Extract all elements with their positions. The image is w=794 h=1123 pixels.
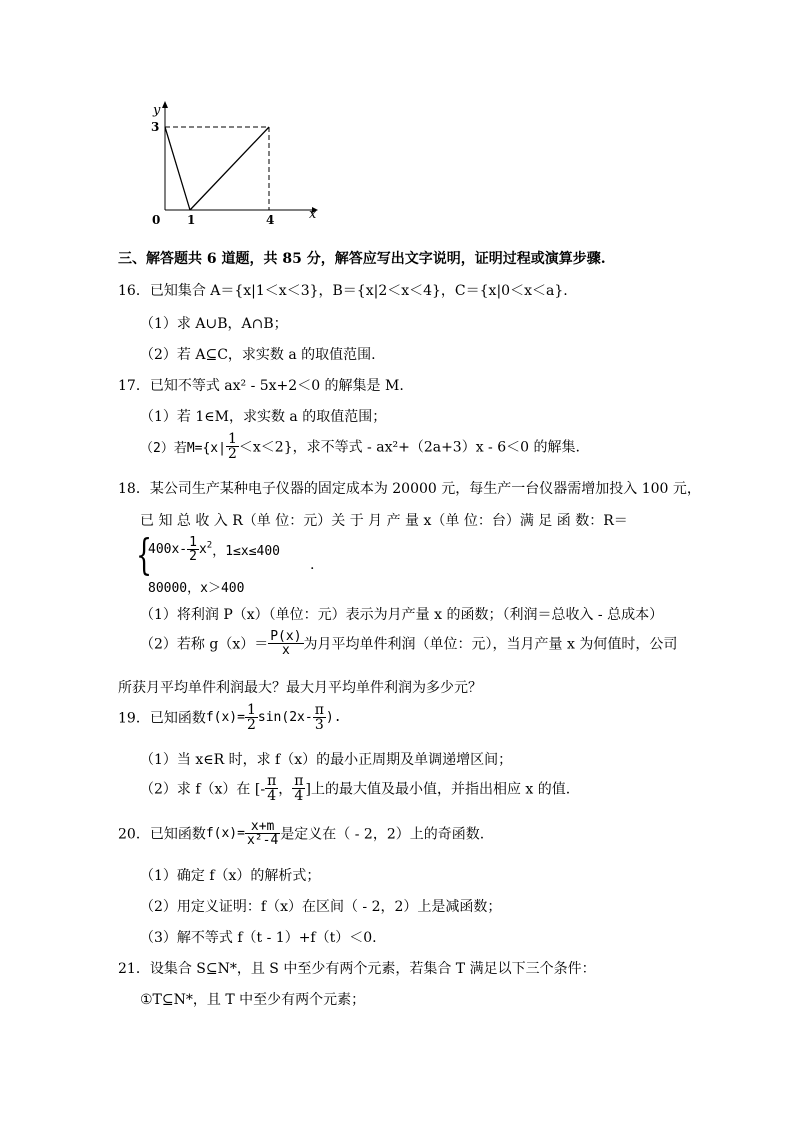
q19-stem: 19．已知函数f(x)= $\frac{1}{2}$ sin(2x- $\frac{\pi}{3}$ ). bbox=[118, 702, 342, 733]
fraction-pi-over-3: $\frac{\pi}{3}$ bbox=[314, 702, 324, 733]
fraction-half: $\frac{1}{2}$ bbox=[189, 535, 197, 564]
q20-part3: （3）解不等式 f（t - 1）+f（t）＜0. bbox=[140, 930, 377, 946]
tick-y-3: 3 bbox=[151, 120, 160, 134]
fraction-pi-over-4: $\frac{\pi}{4}$ bbox=[294, 773, 304, 804]
q17-part2-b: ＜x＜2}，求不等式 - ax²+（2a+3）x - 6＜0 的解集. bbox=[238, 439, 580, 456]
q16-part1: （1）求 A∪B，A∩B； bbox=[140, 316, 288, 332]
q18-part2: （2）若称 g（x）＝ $\frac{P(x)}{x}$ 为月平均单件利润（单位：元），当月产量 x 为何值时，公司 bbox=[140, 629, 678, 658]
q20-stem: 20．已知函数f(x)= $\frac{x+m}{\text{x²-4}}$ 是定义在（ - 2，2）上的奇函数. bbox=[118, 819, 485, 848]
q17-part2 bbox=[140, 432, 580, 461]
section-heading: 三、解答题共 6 道题，共 85 分，解答应写出文字说明，证明过程或演算步骤. bbox=[118, 251, 606, 267]
q21-stem: 21．设集合 S⊆N*，且 S 中至少有两个元素，若集合 T 满足以下三个条件： bbox=[118, 961, 596, 977]
q20-part1: （1）确定 f（x）的解析式； bbox=[140, 868, 321, 884]
q20-part2: （2）用定义证明：f（x）在区间（ - 2，2）上是减函数； bbox=[140, 899, 502, 915]
y-axis-arrow bbox=[162, 101, 168, 108]
fraction-half: $\frac{1}{2}$ bbox=[246, 702, 256, 733]
origin-label: 0 bbox=[152, 213, 161, 227]
x-axis-label: x bbox=[309, 207, 317, 222]
q18-case2: 80000，x＞400 bbox=[148, 581, 245, 596]
q17-part2-a: （2）若M={x| bbox=[140, 441, 226, 456]
q17-stem: 17．已知不等式 ax² - 5x+2＜0 的解集是 M. bbox=[118, 378, 404, 394]
q16-stem: 16．已知集合 A＝{x|1＜x＜3}，B＝{x|2＜x＜4}，C＝{x|0＜x＜a}. bbox=[118, 283, 568, 299]
q19-part2: （2）求 f（x）在 [- $\frac{\pi}{4}$ ， $\frac{\pi}{4}$ ]上的最大值及最小值，并指出相应 x 的值. bbox=[140, 773, 571, 804]
q18-stem: 18．某公司生产某种电子仪器的固定成本为 20000 元，每生产一台仪器需增加投入 100 元， bbox=[118, 481, 701, 497]
fraction-rational: $\frac{x+m}{\text{x²-4}}$ bbox=[246, 819, 279, 848]
tick-x-1: 1 bbox=[187, 213, 196, 227]
tick-x-4: 4 bbox=[266, 213, 275, 227]
fraction-px-over-x: $\frac{P(x)}{x}$ bbox=[270, 629, 302, 658]
segment-b bbox=[190, 127, 269, 210]
q17-part1: （1）若 1∈M，求实数 a 的取值范围； bbox=[140, 409, 387, 425]
piecewise-brace: { bbox=[136, 530, 153, 579]
q18-line2: 已 知 总 收 入 R（单 位：元）关 于 月 产 量 x（单 位：台）满 足 函 数：R＝ bbox=[140, 513, 628, 529]
q16-part2: （2）若 A⊆C，求实数 a 的取值范围. bbox=[140, 347, 376, 363]
y-axis-label: y bbox=[153, 103, 161, 118]
function-graph bbox=[140, 98, 330, 233]
q18-case1: 400x- $\frac{1}{2}$ $x^2$，1≤x≤400 bbox=[148, 535, 281, 564]
q21-condition1: ①T⊆N*，且 T 中至少有两个元素； bbox=[140, 992, 366, 1008]
segment-a bbox=[165, 127, 190, 210]
fraction-pi-over-4: $\frac{\pi}{4}$ bbox=[267, 773, 277, 804]
q18-part2-line2: 所获月平均单件利润最大？最大月平均单件利润为多少元？ bbox=[118, 680, 482, 696]
q18-part1: （1）将利润 P（x）（单位：元）表示为月产量 x 的函数；（利润＝总收入 - 总成本） bbox=[140, 607, 664, 623]
q18-case-end: . bbox=[310, 557, 315, 573]
q19-part1: （1）当 x∈R 时，求 f（x）的最小正周期及单调递增区间； bbox=[140, 752, 513, 768]
fraction-half: $\frac{1}{2}$ bbox=[227, 431, 237, 462]
